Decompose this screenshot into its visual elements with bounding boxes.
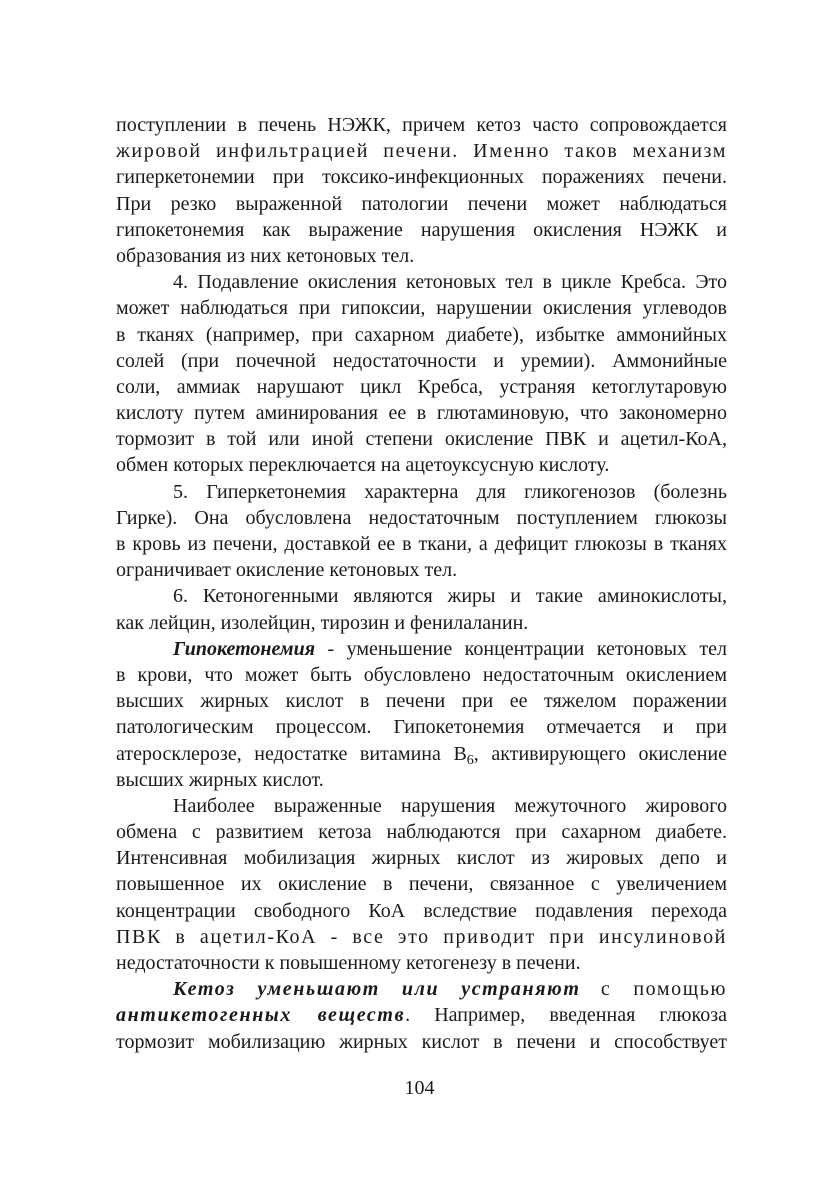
text-line: концентрации свободного КоА вследствие подавления перехода [116,899,727,922]
text-line: высших жирных кислот. [116,768,324,791]
text-fragment: атеросклерозе, недостатке витамина B [116,742,467,765]
text-line: тормозит в той или иной степени окисление ПВК и ацетил-КоА, [116,428,727,451]
text-line: Интенсивная мобилизация жирных кислот из жировых депо и [116,847,727,870]
text-line [116,1002,727,1028]
text-line: недостаточности к повышенному кетогенезу в печени. [116,952,581,974]
text-line: патологическим процессом. Гипокетонемия отмечается и при [116,716,727,739]
text-line: в тканях (например, при сахарном диабете), избытке аммонийных [116,323,727,346]
text-line: жировой инфильтрацией печени. Именно таков механизм [116,140,727,163]
text-line: Наиболее выраженные нарушения межуточного жирового [173,794,727,817]
text-line [116,636,727,662]
text-line: гиперкетонемии при токсико-инфекционных поражениях печени. [116,166,727,189]
text-line: в кровь из печени, доставкой ее в ткани, а дефицит глюкозы в тканях [116,533,727,555]
text-line: как лейцин, изолейцин, тирозин и фенилаланин. [116,611,529,634]
text-line: 4. Подавление окисления кетоновых тел в цикле Кребса. Это [173,271,727,294]
page-number: 104 [404,1077,435,1099]
text-line: соли, аммиак нарушают цикл Кребса, устраняя кетоглутаровую [116,375,727,398]
text-line: тормозит мобилизацию жирных кислот в печени и способствует [116,1030,727,1053]
text-line [116,976,727,1002]
text-fragment: . Например, введенная глюкоза [405,1004,727,1027]
text-line: высших жирных кислот в печени при ее тяжелом поражении [116,690,727,713]
text-line: 6. Кетоногенными являются жиры и такие аминокислоты, [173,585,727,608]
text-line: Гирке). Она обусловлена недостаточным поступлением глюкозы [116,506,727,529]
text-line: может наблюдаться при гипоксии, нарушении окисления углеводов [116,297,727,320]
text-fragment: , активирующего окисление [473,742,727,765]
text-line: ПВК в ацетил-КоА - все это приводит при инсулиновой [116,925,727,948]
term-ketosis-reduce: Кетоз уменьшают или устраняют [173,978,581,1001]
text-line: в крови, что может быть обусловлено недостаточным окислением [116,663,727,686]
text-line: При резко выраженной патологии печени может наблюдаться [116,192,727,215]
text-line: повышенное их окисление в печени, связанное с увеличением [116,873,727,896]
text-line: обмена с развитием кетоза наблюдаются при сахарном диабете. [116,821,727,844]
text-line: кислоту путем аминирования ее в глютаминовую, что закономерно [116,402,727,425]
text-fragment: - уменьшение концентрации кетоновых тел [327,637,727,660]
term-antiketogenic: антикетогенных веществ [116,1004,406,1027]
text-line: гипокетонемия как выражение нарушения окисления НЭЖК и [116,218,727,241]
text-fragment: с помощью [600,978,728,1001]
page-body [116,112,727,1055]
text-line: образования из них кетоновых тел. [116,244,415,267]
term-hypoketonemia: Гипокетонемия [173,637,316,660]
text-line: солей (при почечной недостаточности и уремии). Аммонийные [116,349,727,372]
text-line: поступлении в печень НЭЖК, причем кетоз часто сопровождается [116,114,727,136]
text-line: ограничивает окисление кетоновых тел. [116,559,458,582]
text-line: обмен которых переключается на ацетоуксусную кислоту. [116,454,610,477]
text-line [116,741,727,767]
text-line: 5. Гиперкетонемия характерна для гликогенозов (болезнь [173,480,727,503]
vitamin-subscript: 6 [466,752,474,768]
